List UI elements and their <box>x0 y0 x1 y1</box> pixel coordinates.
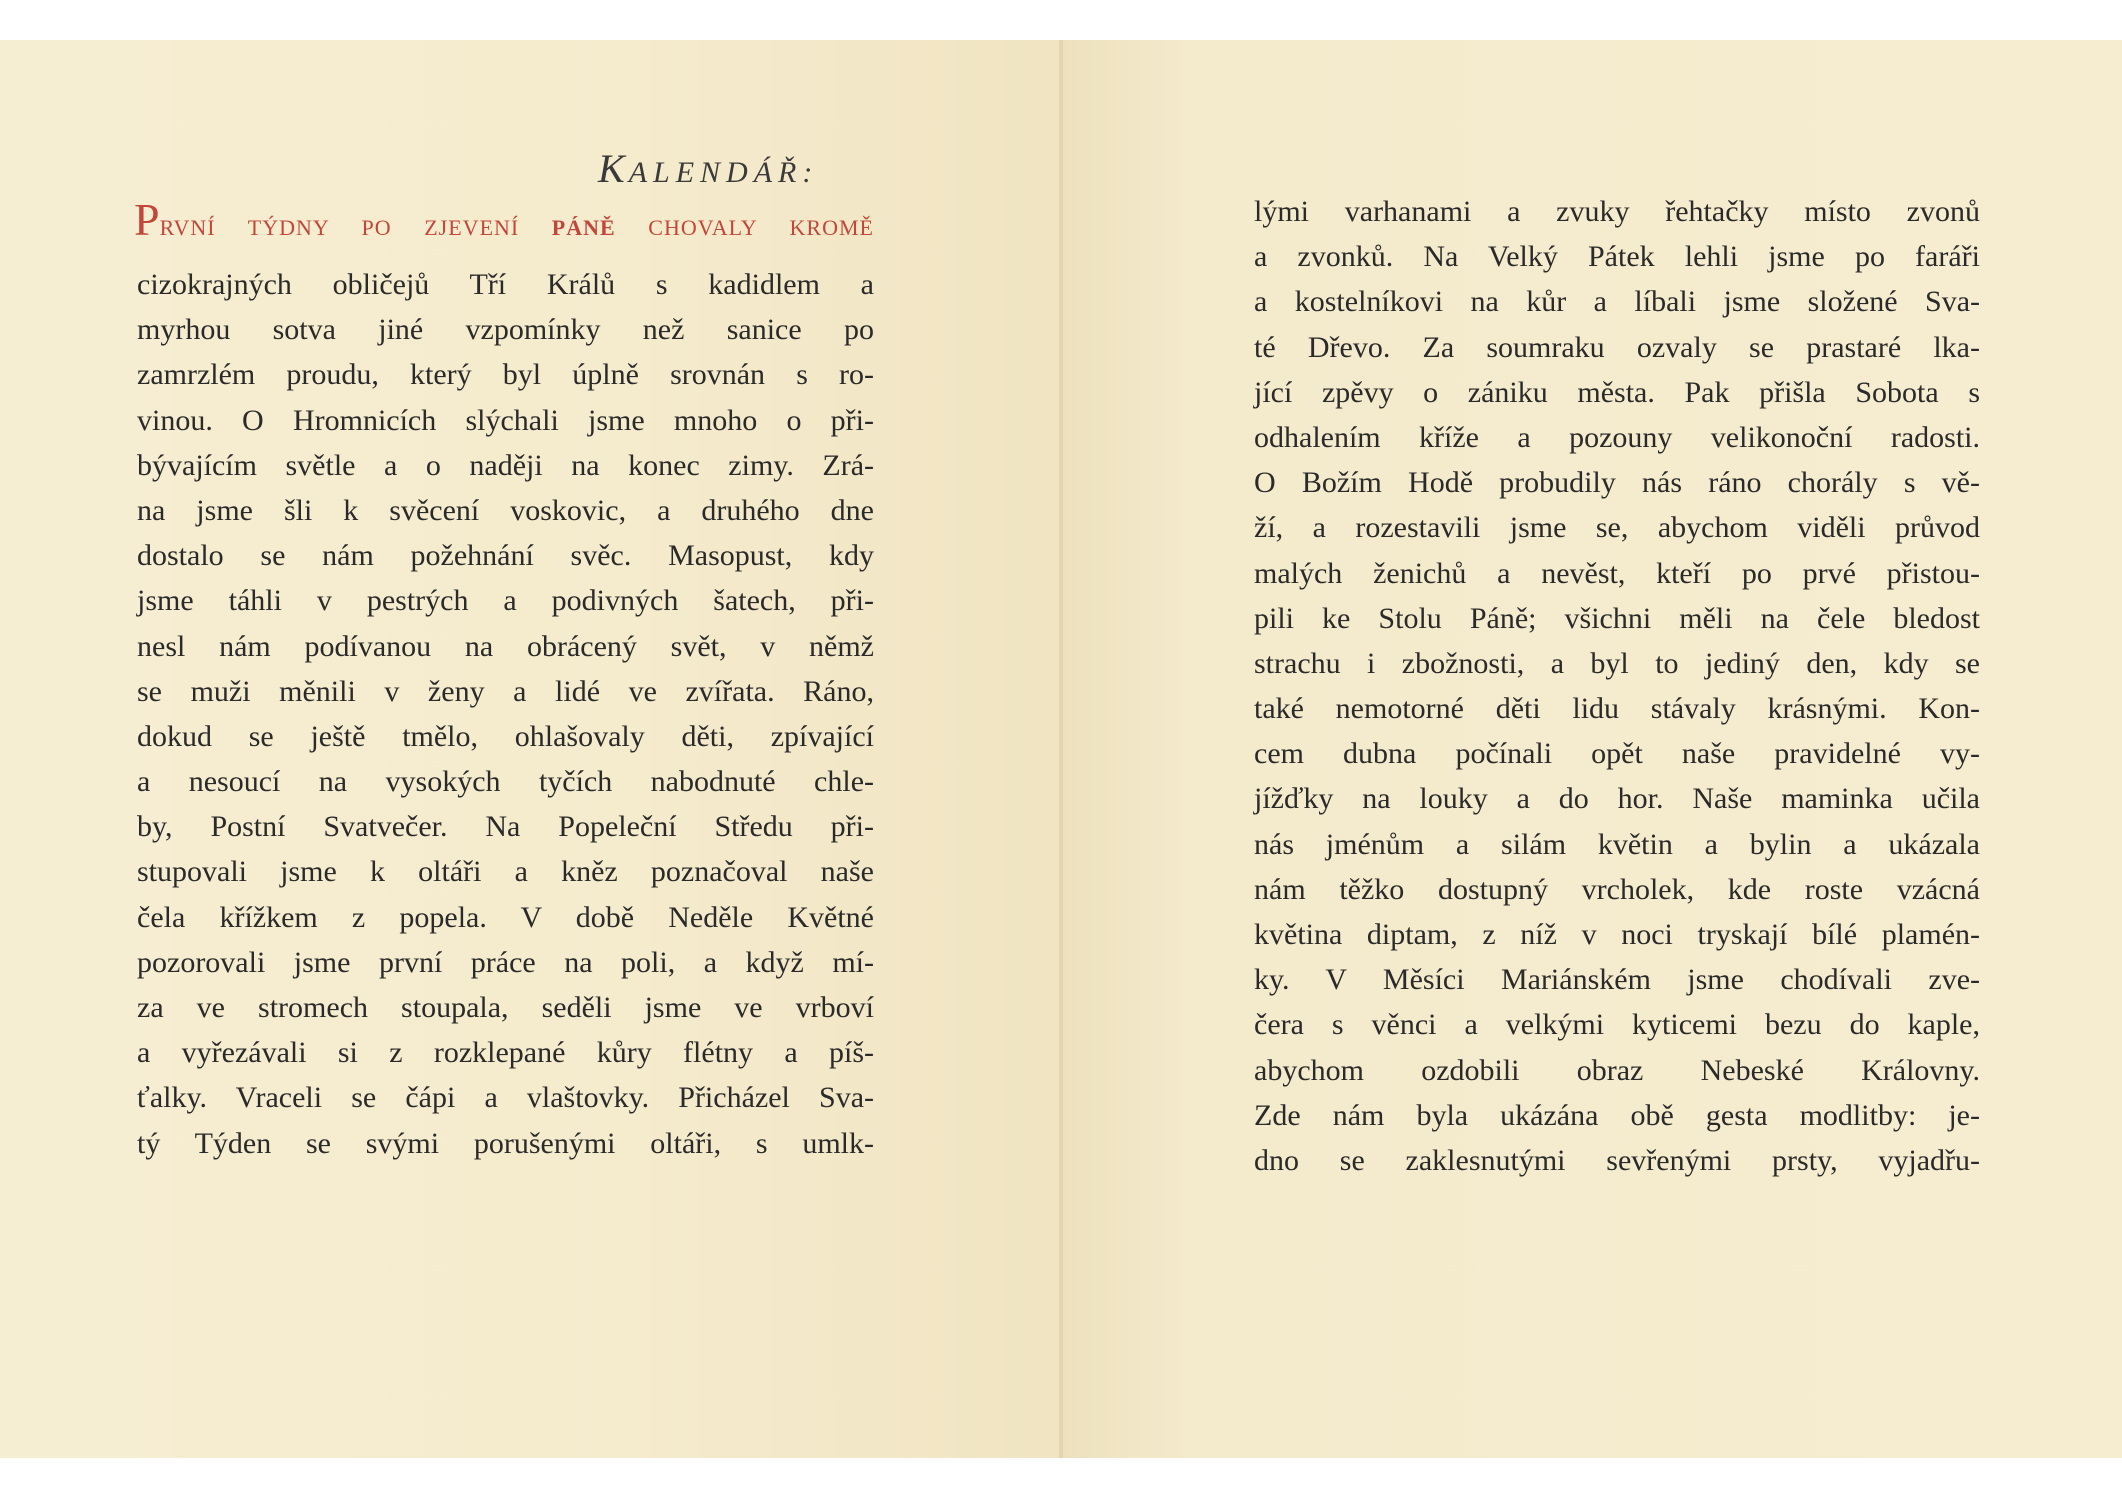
text-line: květina diptam, z níž v noci tryskají bílé plamén- <box>1254 918 1980 951</box>
text-line: dno se zaklesnutými sevřenými prsty, vyjadřu- <box>1254 1143 1980 1177</box>
chapter-heading <box>598 145 818 192</box>
text-line: zamrzlém proudu, který byl úplně srovnán s ro- <box>137 358 874 392</box>
opening-lead-1: RVNÍ TÝDNY PO ZJEVENÍ <box>159 215 520 240</box>
text-line: a nesoucí na vysokých tyčích nabodnuté chle- <box>137 765 874 799</box>
text-line: myrhou sotva jiné vzpomínky než sanice po <box>137 313 874 347</box>
text-line: ťalky. Vraceli se čápi a vlaštovky. Přicházel Sva- <box>137 1081 874 1115</box>
text-line: na jsme šli k svěcení voskovic, a druhého dne <box>137 493 874 527</box>
text-line: a vyřezávali si z rozklepané kůry flétny a píš- <box>137 1036 874 1070</box>
left-text-column <box>137 262 874 1166</box>
text-line: jsme táhli v pestrých a podivných šatech, při- <box>137 584 874 618</box>
opening-lead-2: CHOVALY KROMĚ <box>648 215 874 240</box>
text-line: dokud se ještě tmělo, ohlašovaly děti, zpívající <box>137 719 874 753</box>
text-line: lými varhanami a zvuky řehtačky místo zvonů <box>1254 195 1980 228</box>
text-line: se muži měnili v ženy a lidé ve zvířata. Ráno, <box>137 674 874 708</box>
text-line: jížďky na louky a do hor. Naše maminka učila <box>1254 782 1980 816</box>
opening-lead-bold: PÁNĚ <box>551 215 616 240</box>
text-line: jící zpěvy o zániku města. Pak přišla Sobota s <box>1254 375 1980 409</box>
text-line: ží, a rozestavili jsme se, abychom viděli průvod <box>1254 511 1980 545</box>
text-line: té Dřevo. Za soumraku ozvaly se prastaré lka- <box>1254 330 1980 364</box>
text-line: bývajícím světle a o naději na konec zimy. Zrá- <box>137 448 874 482</box>
text-line: nás jménům a silám květin a bylin a ukázala <box>1254 827 1980 861</box>
text-line: abychom ozdobili obraz Nebeské Královny. <box>1254 1053 1980 1087</box>
text-line: Zde nám byla ukázána obě gesta modlitby: je- <box>1254 1098 1980 1132</box>
text-line: čera s věnci a velkými kyticemi bezu do kaple, <box>1254 1008 1980 1042</box>
text-line: strachu i zbožnosti, a byl to jediný den, kdy se <box>1254 646 1980 680</box>
text-line: by, Postní Svatvečer. Na Popeleční Středu při- <box>137 810 874 844</box>
text-line: a kostelníkovi na kůr a líbali jsme složené Sva- <box>1254 285 1980 319</box>
text-line: a zvonků. Na Velký Pátek lehli jsme po faráři <box>1254 240 1980 274</box>
opening-line <box>134 196 874 252</box>
text-line: cizokrajných obličejů Tří Králů s kadidlem a <box>137 268 874 301</box>
text-line: stupovali jsme k oltáři a kněz poznačoval naše <box>137 855 874 889</box>
text-line: O Božím Hodě probudily nás ráno chorály s vě- <box>1254 466 1980 500</box>
text-line: pili ke Stolu Páně; všichni měli na čele bledost <box>1254 601 1980 635</box>
text-line: dostalo se nám požehnání svěc. Masopust, kdy <box>137 539 874 573</box>
drop-initial: P <box>134 194 160 245</box>
text-line: ky. V Měsíci Mariánském jsme chodívali zve- <box>1254 963 1980 997</box>
text-line: odhalením kříže a pozouny velikonoční radosti. <box>1254 420 1980 454</box>
text-line: malých ženichů a nevěst, kteří po prvé přistou- <box>1254 556 1980 590</box>
heading-rest: ALENDÁŘ: <box>628 156 819 189</box>
heading-initial: K <box>598 146 629 191</box>
text-line: vinou. O Hromnicích slýchali jsme mnoho o při- <box>137 403 874 437</box>
text-line: čela křížkem z popela. V době Neděle Květné <box>137 900 874 934</box>
text-line: také nemotorné děti lidu stávaly krásnými. Kon- <box>1254 692 1980 726</box>
text-line: za ve stromech stoupala, seděli jsme ve vrboví <box>137 991 874 1024</box>
text-line: nesl nám podívanou na obrácený svět, v němž <box>137 629 874 663</box>
text-line: pozorovali jsme první práce na poli, a když mí- <box>137 945 874 979</box>
text-line: tý Týden se svými porušenými oltáři, s umlk- <box>137 1126 874 1160</box>
text-line: nám těžko dostupný vrcholek, kde roste vzácná <box>1254 872 1980 906</box>
right-text-column <box>1254 189 1980 1183</box>
text-line: cem dubna počínali opět naše pravidelné vy- <box>1254 737 1980 771</box>
